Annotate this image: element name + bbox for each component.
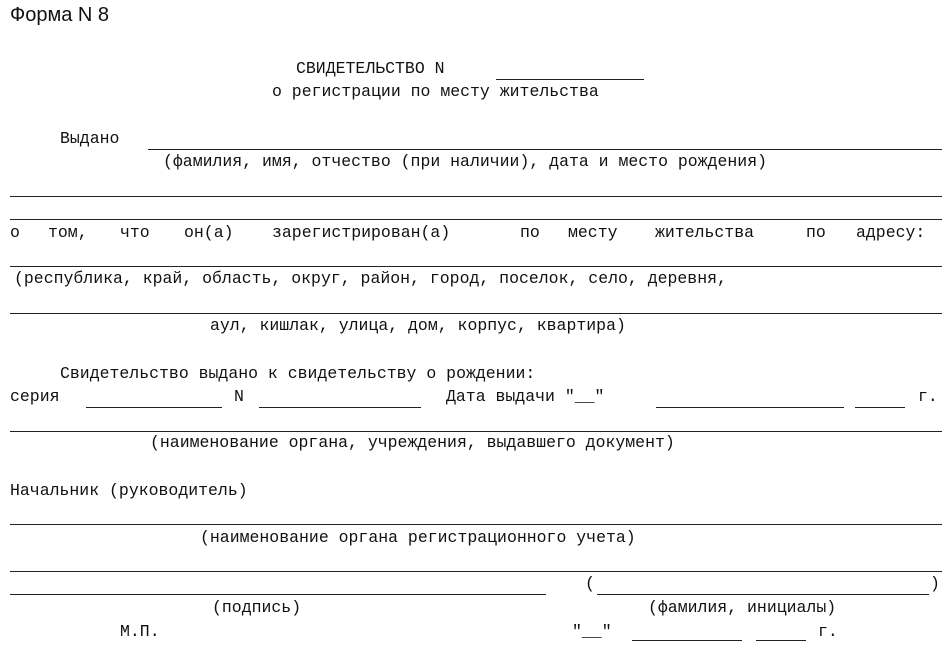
seal-mark: М.П.: [120, 622, 160, 641]
sign-year-line[interactable]: [756, 640, 806, 641]
address-word: месту: [568, 223, 618, 242]
birth-cert-heading: Свидетельство выдано к свидетельству о рождении:: [60, 364, 536, 383]
address-word: по: [520, 223, 540, 242]
address-word: он(а): [184, 223, 234, 242]
issue-year-suffix: г.: [918, 387, 938, 406]
address-caption-1: (республика, край, область, округ, район, город, поселок, село, деревня,: [14, 269, 727, 288]
issued-to-line[interactable]: [148, 149, 942, 150]
address-word: о: [10, 223, 20, 242]
name-paren-open: (: [585, 574, 595, 593]
issuing-body-caption: (наименование органа, учреждения, выдавшего документ): [150, 433, 675, 452]
address-line-2[interactable]: [10, 313, 942, 314]
form-label: Форма N 8: [10, 4, 110, 26]
address-word: по: [806, 223, 826, 242]
issued-to-caption: (фамилия, имя, отчество (при наличии), дата и место рождения): [163, 152, 767, 171]
address-word: адресу:: [856, 223, 926, 242]
address-caption-2: аул, кишлак, улица, дом, корпус, квартира): [210, 316, 626, 335]
issue-month-line[interactable]: [656, 407, 844, 408]
address-line-1[interactable]: [10, 266, 942, 267]
certificate-number-line[interactable]: [496, 79, 644, 80]
registration-body-line[interactable]: [10, 524, 942, 525]
signature-line[interactable]: [10, 594, 546, 595]
series-label: серия: [10, 387, 60, 406]
address-word: жительства: [655, 223, 755, 242]
sign-year-suffix: г.: [818, 622, 838, 641]
issued-to-label: Выдано: [60, 129, 120, 148]
document-subtitle: о регистрации по месту жительства: [272, 82, 599, 101]
issued-to-line-3[interactable]: [10, 219, 942, 220]
sign-date-prefix: "__": [572, 622, 612, 641]
address-word: том,: [48, 223, 88, 242]
issue-year-line[interactable]: [855, 407, 905, 408]
address-word: зарегистрирован(а): [272, 223, 451, 242]
address-word: что: [120, 223, 150, 242]
registration-body-caption: (наименование органа регистрационного учета): [200, 528, 636, 547]
number-line[interactable]: [259, 407, 421, 408]
name-paren-close: ): [930, 574, 940, 593]
issuing-body-line[interactable]: [10, 431, 942, 432]
name-initials-caption: (фамилия, инициалы): [648, 598, 837, 617]
issued-to-line-2[interactable]: [10, 196, 942, 197]
sign-month-line[interactable]: [632, 640, 742, 641]
registration-body-line-2[interactable]: [10, 571, 942, 572]
signature-caption: (подпись): [212, 598, 302, 617]
chief-label: Начальник (руководитель): [10, 481, 248, 500]
series-line[interactable]: [86, 407, 222, 408]
document-title: СВИДЕТЕЛЬСТВО N: [296, 59, 445, 78]
number-label: N: [234, 387, 244, 406]
name-initials-line[interactable]: [597, 594, 929, 595]
issue-date-label: Дата выдачи "__": [446, 387, 605, 406]
